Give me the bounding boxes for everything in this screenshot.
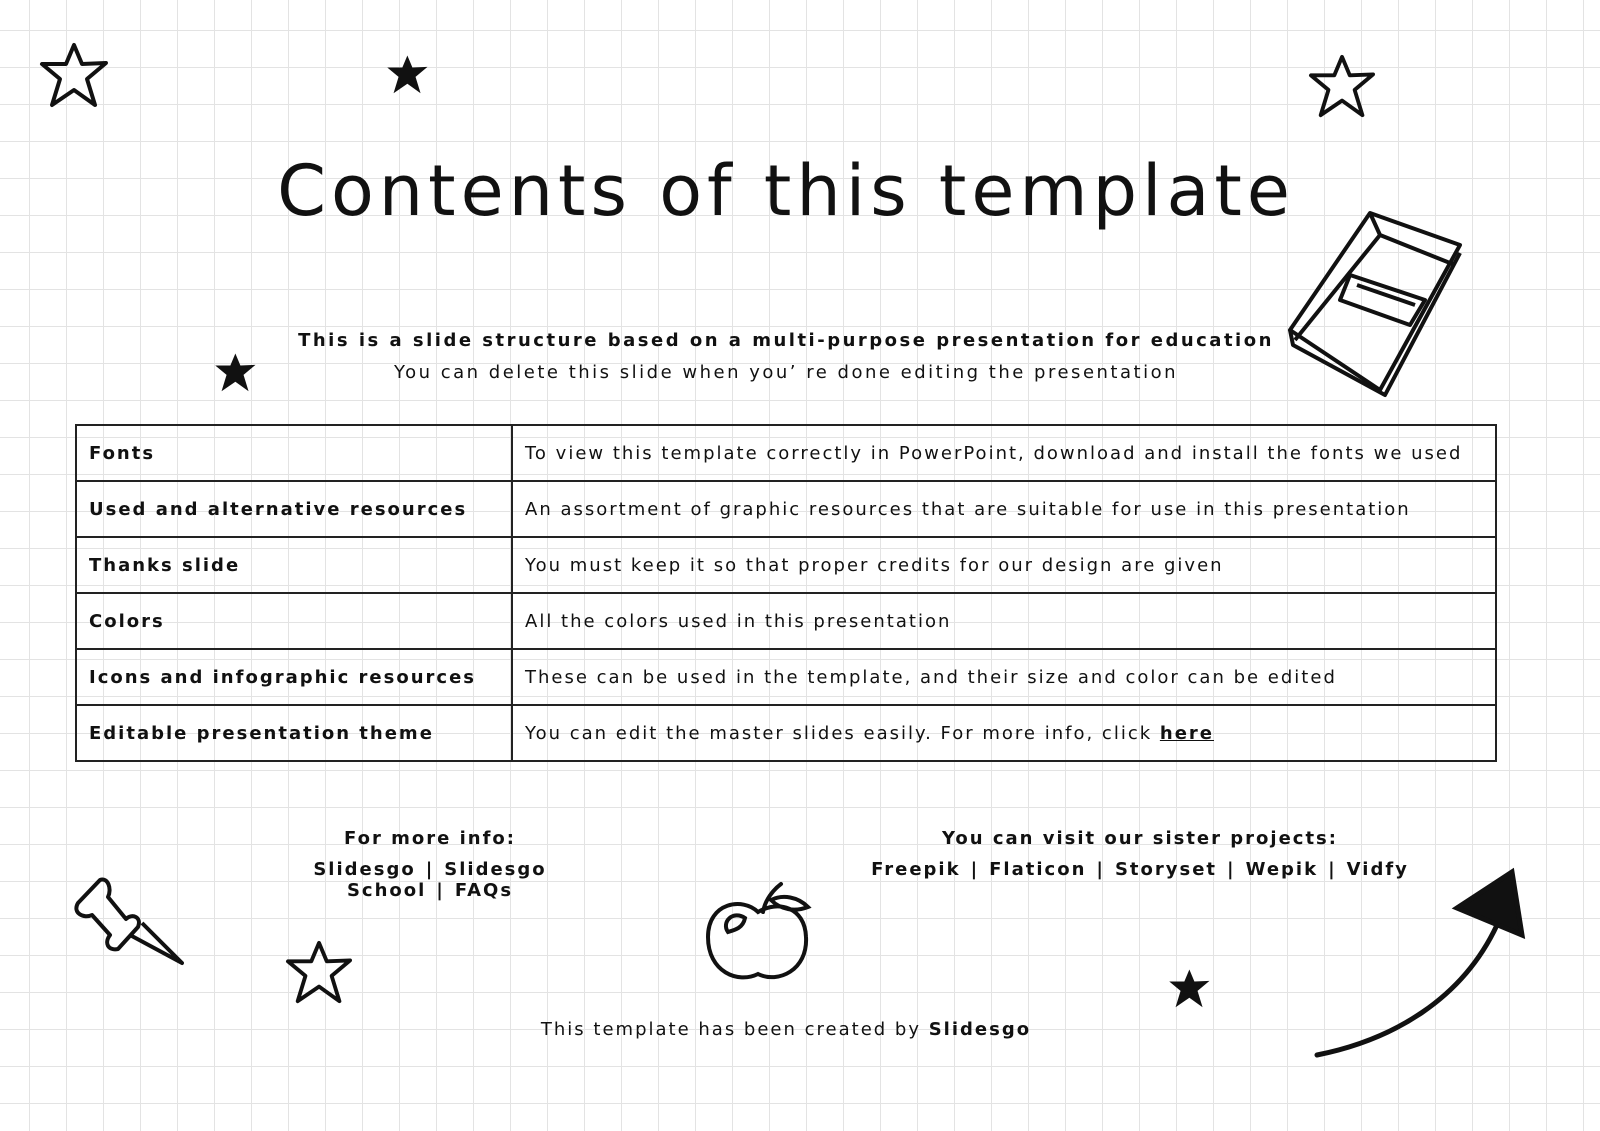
table-row <box>76 481 1496 537</box>
table-row <box>76 705 1496 761</box>
separator: | <box>970 859 980 880</box>
row-value: You must keep it so that proper credits for our design are given <box>512 537 1496 593</box>
here-link[interactable]: here <box>1159 722 1214 744</box>
table-row <box>76 537 1496 593</box>
separator: | <box>1096 859 1105 880</box>
storyset-link[interactable]: Storyset <box>1114 859 1218 880</box>
star-outline-icon <box>1308 54 1378 120</box>
more-info-heading: For more info: <box>344 828 516 849</box>
row-value <box>512 705 1496 761</box>
row-value: An assortment of graphic resources that are suitable for use in this presentation <box>512 481 1496 537</box>
row-key: Editable presentation theme <box>76 705 512 761</box>
freepik-link[interactable]: Freepik <box>871 859 961 880</box>
row-key: Thanks slide <box>76 537 512 593</box>
star-filled-icon <box>386 52 430 98</box>
row-value-text: You can edit the master slides easily. For more info, click <box>525 722 1160 744</box>
table-row <box>76 425 1496 481</box>
separator: | <box>1227 859 1236 880</box>
apple-icon <box>703 882 813 984</box>
row-value: These can be used in the template, and their size and color can be edited <box>512 649 1496 705</box>
table-row <box>76 593 1496 649</box>
row-key: Fonts <box>76 425 512 481</box>
row-value: All the colors used in this presentation <box>512 593 1496 649</box>
separator: | <box>1328 859 1337 880</box>
flaticon-link[interactable]: Flaticon <box>989 859 1087 880</box>
subtitle: This is a slide structure based on a multi-purpose presentation for education <box>298 330 1274 351</box>
row-value: To view this template correctly in PowerPoint, download and install the fonts we used <box>512 425 1496 481</box>
credit-text: This template has been created by <box>540 1019 929 1040</box>
slidesgo-link[interactable]: Slidesgo <box>313 859 416 880</box>
star-filled-icon <box>1168 966 1212 1012</box>
page-title: Contents of this template <box>277 150 1295 232</box>
sister-projects-heading: You can visit our sister projects: <box>942 828 1338 849</box>
faqs-link[interactable]: FAQs <box>454 880 514 901</box>
sister-projects-section <box>870 828 1410 880</box>
row-key: Icons and infographic resources <box>76 649 512 705</box>
row-key: Colors <box>76 593 512 649</box>
star-outline-icon <box>40 42 110 110</box>
more-info-section <box>230 828 630 901</box>
credit-line <box>0 1019 1572 1040</box>
slidesgo-school-link[interactable]: Slidesgo School <box>346 859 547 901</box>
credit-brand-link[interactable]: Slidesgo <box>928 1019 1032 1040</box>
vidfy-link[interactable]: Vidfy <box>1346 859 1409 880</box>
separator: | <box>436 880 445 901</box>
contents-table <box>75 424 1497 762</box>
row-key: Used and alternative resources <box>76 481 512 537</box>
table-row <box>76 649 1496 705</box>
star-outline-icon <box>285 940 355 1006</box>
wepik-link[interactable]: Wepik <box>1245 859 1319 880</box>
pushpin-icon <box>70 875 190 970</box>
separator: | <box>425 859 435 880</box>
subtitle-note: You can delete this slide when you’ re done editing the presentation <box>393 362 1178 383</box>
